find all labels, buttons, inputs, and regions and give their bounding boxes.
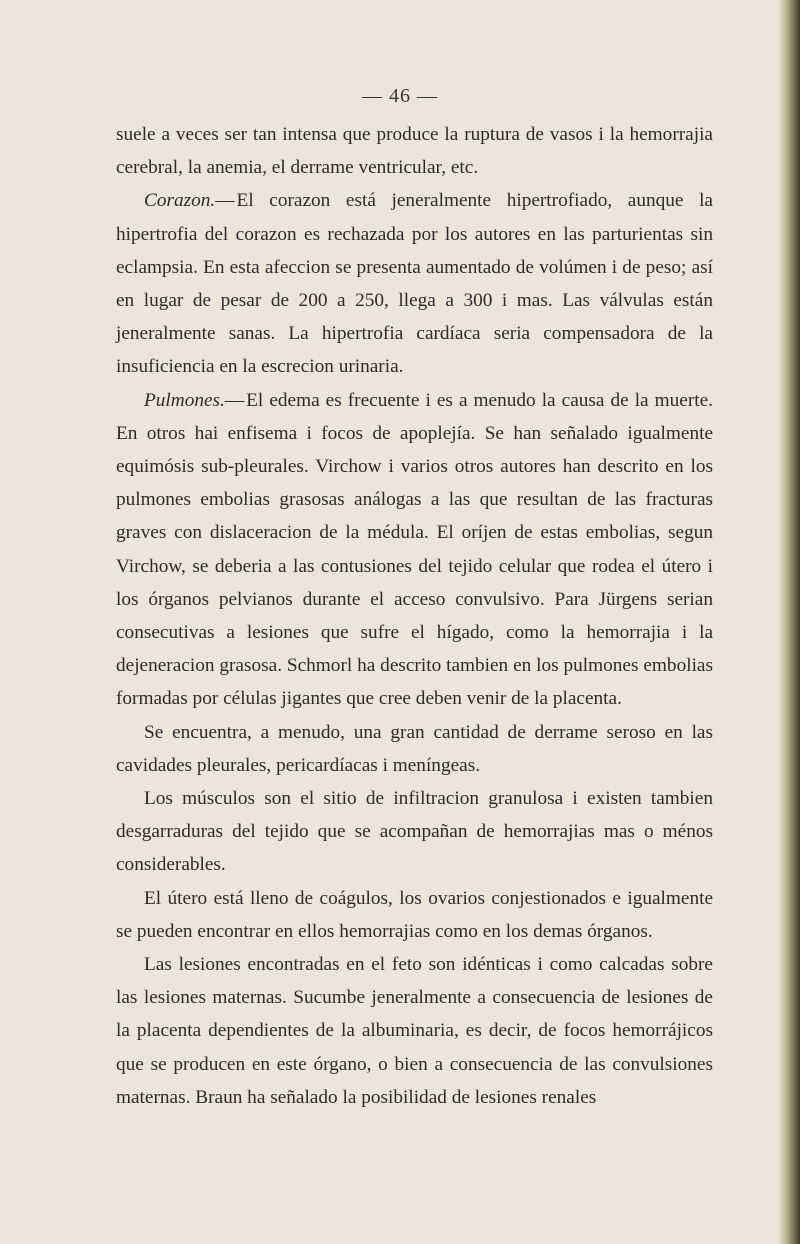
paragraph-derrame: [116, 716, 713, 782]
paragraph-utero: [116, 882, 713, 948]
paragraph-continuation: [116, 118, 713, 184]
paragraph-corazon: [116, 184, 713, 383]
paragraph-text: Se encuentra, a menudo, una gran cantidad de derrame seroso en las cavidades pleurales, pericardíacas i meníngeas.: [116, 721, 713, 776]
section-heading-pulmones: Pulmones.: [144, 389, 225, 411]
em-dash: —: [224, 389, 245, 411]
paragraph-text: suele a veces ser tan intensa que produce la ruptura de vasos i la hemorrajia cerebral, la anemia, el derrame ventricular, etc.: [116, 124, 713, 179]
paragraph-text: Los músculos son el sitio de infiltracion granulosa i existen tambien desgarraduras del tejido que se acompañan de hemorrajias mas o ménos considerables.: [116, 788, 713, 876]
page-edge-shadow: [778, 0, 800, 1244]
section-heading-corazon: Corazon.: [144, 190, 216, 212]
paragraph-text: El edema es frecuente i es a menudo la causa de la muerte. En otros hai enfisema i focos de apoplejía. Se han señalado igualmente equimósis sub-pleurales. Virchow i varios otros autores han descrito en los pulmones embolias grasosas análogas a las que resultan de las fracturas graves con dislaceracion de la médula. El oríjen de estas embolias, segun Virchow, se deberia a las contusiones del tejido celular que rodea el útero i los órganos pelvianos durante el acceso convulsivo. Para Jürgens serian consecutivas a lesiones que sufre el hígado, como la hemorrajia i la dejeneracion grasosa. Schmorl ha descrito tambien en los pulmones embolias formadas por células jigantes que cree deben venir de la placenta.: [116, 389, 713, 710]
paragraph-feto: [116, 948, 713, 1114]
body-text: [116, 118, 713, 1114]
paragraph-text: El corazon está jeneralmente hipertrofiado, aunque la hipertrofia del corazon es rechazada por los autores en las parturientas sin eclampsia. En esta afeccion se presenta aumentado de volúmen i de peso; así en lugar de pesar de 200 a 250, llega a 300 i mas. Las válvulas están jeneralmente sanas. La hipertrofia cardíaca seria compensadora de la insuficiencia en la escrecion urinaria.: [116, 190, 713, 378]
paragraph-text: Las lesiones encontradas en el feto son idénticas i como calcadas sobre las lesiones maternas. Sucumbe jeneralmente a consecuencia de lesiones de la placenta dependientes de la albuminaria, es decir, de focos hemorrájicos que se producen en este órgano, o bien a consecuencia de las convulsiones maternas. Braun ha señalado la posibilidad de lesiones renales: [116, 954, 713, 1108]
page-number: — 46 —: [362, 85, 438, 107]
paragraph-musculos: [116, 782, 713, 882]
paragraph-text: El útero está lleno de coágulos, los ovarios conjestionados e igualmente se pueden encontrar en ellos hemorrajias como en los demas órganos.: [116, 887, 713, 942]
paragraph-pulmones: [116, 384, 713, 716]
em-dash: —: [215, 190, 235, 212]
